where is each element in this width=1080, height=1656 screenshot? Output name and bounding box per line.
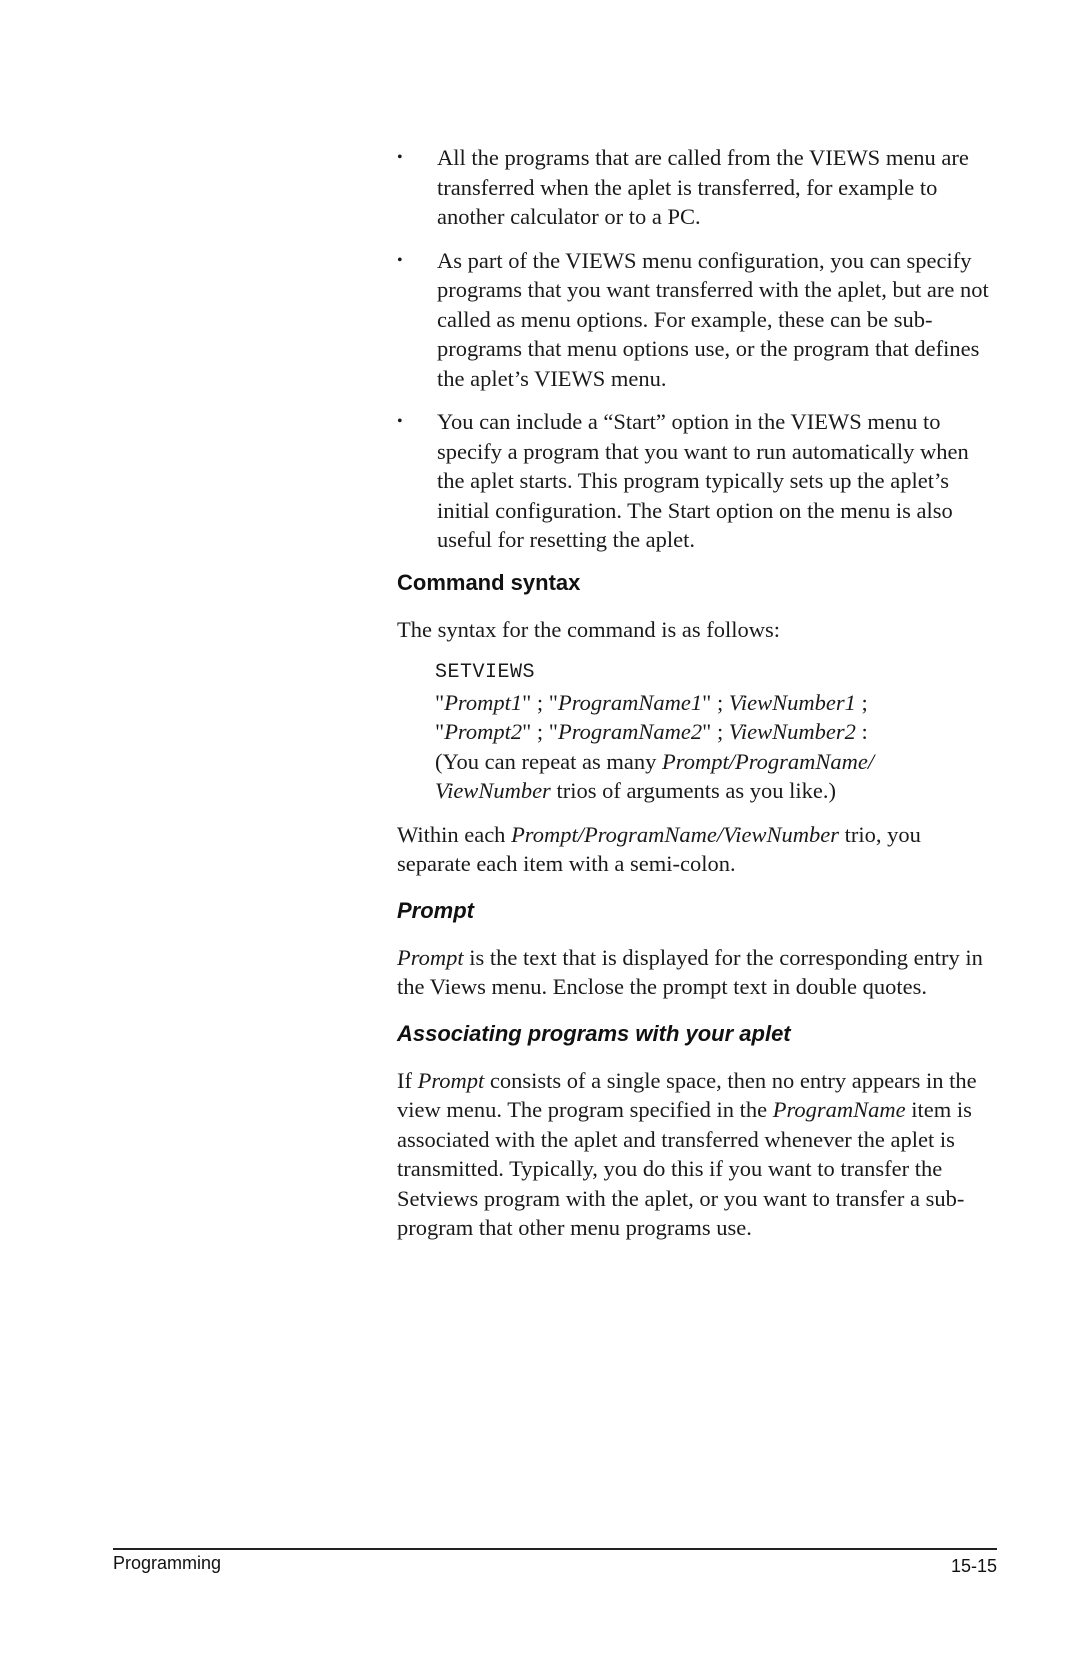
note-text: (You can repeat as many — [435, 748, 663, 774]
syntax-line-2 — [435, 717, 997, 747]
syntax-line-1 — [435, 688, 997, 718]
para-text: trio, you separate each item with a semi-colon. — [397, 821, 921, 876]
syntax-command: SETVIEWS — [435, 661, 536, 684]
associating-description — [397, 1066, 997, 1243]
terminator: : — [855, 719, 868, 744]
footer-section-name: Programming — [113, 1553, 222, 1573]
bullet-item — [397, 143, 997, 232]
bullet-icon: • — [397, 251, 403, 269]
syntax-intro: The syntax for the command is as follows: — [397, 616, 781, 642]
para-italic: Prompt — [417, 1067, 485, 1093]
syntax-block — [435, 658, 997, 806]
separator: " ; — [702, 719, 729, 744]
bullet-list — [397, 143, 997, 555]
para-italic: ProgramName — [772, 1097, 906, 1122]
para-italic: Prompt — [397, 944, 464, 970]
para-text: If — [397, 1067, 418, 1093]
note-text: trios of arguments as you like.) — [550, 778, 836, 803]
program-name-arg: ProgramName2 — [557, 719, 703, 744]
syntax-separator-note — [397, 820, 997, 879]
note-italic: Prompt/ProgramName/ — [662, 748, 875, 774]
bullet-icon: • — [397, 413, 403, 430]
command-syntax-heading: Command syntax — [397, 569, 581, 595]
bullet-text: As part of the VIEWS menu configuration, you can specify programs that you want transferred with the aplet, but are not called as menu options. For example, these can be sub-programs that menu options use, or the program that defines the aplet’s VIEWS menu. — [437, 247, 989, 391]
quote: " — [435, 719, 445, 744]
bullet-item — [397, 407, 997, 555]
para-text: Within each — [397, 821, 512, 847]
separator: " ; " — [522, 719, 558, 744]
quote: " — [435, 689, 445, 715]
note-italic: ViewNumber — [435, 778, 551, 803]
associating-heading: Associating programs with your aplet — [397, 1020, 791, 1046]
syntax-note — [435, 747, 997, 806]
footer-rule — [113, 1548, 997, 1550]
bullet-item — [397, 246, 997, 394]
bullet-text: All the programs that are called from the VIEWS menu are transferred when the aplet is transferred, for example to another calculator or to a PC. — [437, 145, 969, 229]
separator: " ; — [702, 689, 729, 715]
para-text: is the text that is displayed for the corresponding entry in the Views menu. Enclose the prompt text in double quotes. — [397, 944, 983, 999]
program-name-arg: ProgramName1 — [557, 689, 703, 715]
bullet-text: You can include a “Start” option in the VIEWS menu to specify a program that you want to run automatically when the aplet starts. This program typically sets up the aplet’s initial configuration. The Start option on the menu is also useful for resetting the aplet. — [437, 409, 969, 552]
prompt-description — [397, 943, 997, 1002]
para-italic: Prompt/ProgramName/ViewNumber — [511, 821, 839, 847]
prompt-heading: Prompt — [397, 897, 474, 923]
prompt-arg: Prompt1 — [444, 689, 523, 715]
terminator: ; — [855, 689, 868, 715]
para-text: consists of a single space, then no entry appears in the view menu. The program specified in the — [397, 1067, 977, 1122]
separator: " ; " — [522, 689, 558, 715]
bullet-icon: • — [397, 149, 403, 166]
page-content — [397, 143, 997, 1257]
prompt-arg: Prompt2 — [444, 719, 523, 744]
view-number-arg: ViewNumber1 — [728, 689, 856, 715]
footer-page-number: 15-15 — [950, 1556, 997, 1576]
para-text: item is associated with the aplet and transferred whenever the aplet is transmitted. Typically, you do this if you want to transfer the Setviews program with the aplet, or you want to transfer a sub-program that other menu programs use. — [397, 1097, 972, 1240]
view-number-arg: ViewNumber2 — [728, 719, 856, 744]
